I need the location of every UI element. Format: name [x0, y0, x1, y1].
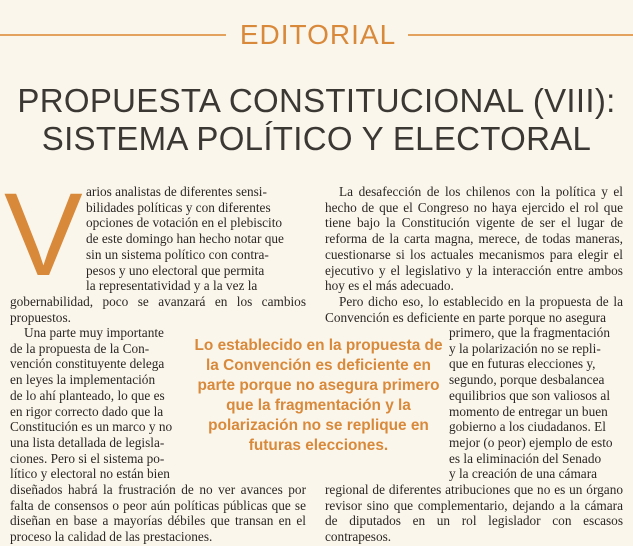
- text-line: una lista detallada de legisla-: [10, 434, 165, 450]
- text-line: de la propuesta de la Con-: [10, 340, 150, 356]
- text-line: sin un sistema político con contra-: [86, 246, 269, 262]
- text-line: de lo ahí planteado, lo que es: [10, 387, 165, 403]
- col2-paragraph-2-lines: [449, 325, 623, 482]
- text-line: bilidades políticas y con diferentes: [86, 199, 271, 215]
- col1-paragraph-2-rest: [10, 482, 306, 545]
- text-line: arios analistas de diferentes sensi-: [86, 184, 267, 199]
- text-line: la representatividad y a la vez la: [86, 278, 258, 294]
- col2-top: [325, 184, 623, 325]
- text-line: de este domingo han hecho notar que: [86, 231, 284, 247]
- text-line: opciones de votación en el plebiscito: [86, 215, 283, 231]
- text-line: y la creación de una cámara: [449, 466, 598, 482]
- pull-quote: Lo establecido en la propuesta de la Convención es deficiente en parte porque no asegura primero que la fragmentación y la polarización no se replique en futuras elecciones.: [190, 336, 447, 456]
- text-line: lítico y electoral no están bien: [10, 466, 170, 482]
- col1-paragraph-2-lines: [10, 325, 186, 482]
- section-rule-right: [408, 34, 633, 36]
- section-rule-left: [0, 34, 226, 36]
- text-line: segundo, porque desbalancea: [449, 372, 605, 388]
- col1-wrap-lines: [86, 184, 306, 294]
- paragraph: La desafección de los chilenos con la política y el hecho de que el Congreso no haya ejercido el rol que tiene bajo la Constitución vigente de ser el lugar de reforma de la carta magna, merece, de todas maneras, cuestionarse si los actuales mecanismos para elegir el ejecutivo y el legislativo y la interacción entre ambos hoy es el más adecuado.: [325, 184, 623, 294]
- text-line: momento de entregar un buen: [449, 403, 608, 419]
- text-line: en rigor correcto dado que la: [10, 403, 164, 419]
- text-line: vención constituyente delega: [10, 356, 165, 372]
- headline-line-1: PROPUESTA CONSTITUCIONAL (VIII):: [17, 82, 616, 119]
- text-line: primero, que la fragmentación: [449, 325, 610, 340]
- paragraph: diseñados habrá la frustración de no ver avances por falta de consensos o peor aún políticas públicas que se diseñan en base a mayorías débiles que transan en el proceso la calidad de las prestaciones.: [10, 482, 306, 545]
- text-line: Una parte muy importante: [24, 325, 164, 340]
- headline-line-2: SISTEMA POLÍTICO Y ELECTORAL: [41, 120, 592, 157]
- text-line: y la polarización no se repli-: [449, 340, 601, 356]
- text-line: equilibrios que son valiosos al: [449, 387, 611, 403]
- col1-paragraph-1-rest: [10, 294, 306, 325]
- drop-cap: V: [4, 169, 83, 301]
- text-line: pesos y uno electoral que permita: [86, 262, 265, 278]
- headline: [0, 82, 633, 158]
- text-line: que en futuras elecciones y,: [449, 356, 596, 372]
- paragraph: Pero dicho eso, lo establecido en la propuesta de la Convención es deficiente en parte porque no asegura: [325, 293, 623, 325]
- text-line: gobierno a los ciudadanos. El: [449, 419, 606, 435]
- text-line: en leyes la implementación: [10, 372, 156, 388]
- col2-paragraph-2-rest: [325, 482, 623, 545]
- text-line: es la eliminación del Senado: [449, 450, 602, 466]
- text-line: Constitución es un marco y no: [10, 419, 173, 435]
- paragraph: regional de diferentes atribuciones que no es un órgano revisor sino que complementario, dejando a la cámara de diputados en un rol legislador con escasos contrapesos.: [325, 482, 623, 545]
- text-line: mejor (o peor) ejemplo de esto: [449, 434, 613, 450]
- section-label: EDITORIAL: [236, 15, 400, 55]
- text-line: ciones. Pero si el sistema po-: [10, 450, 165, 466]
- paragraph: gobernabilidad, poco se avanzará en los cambios propuestos.: [10, 294, 306, 325]
